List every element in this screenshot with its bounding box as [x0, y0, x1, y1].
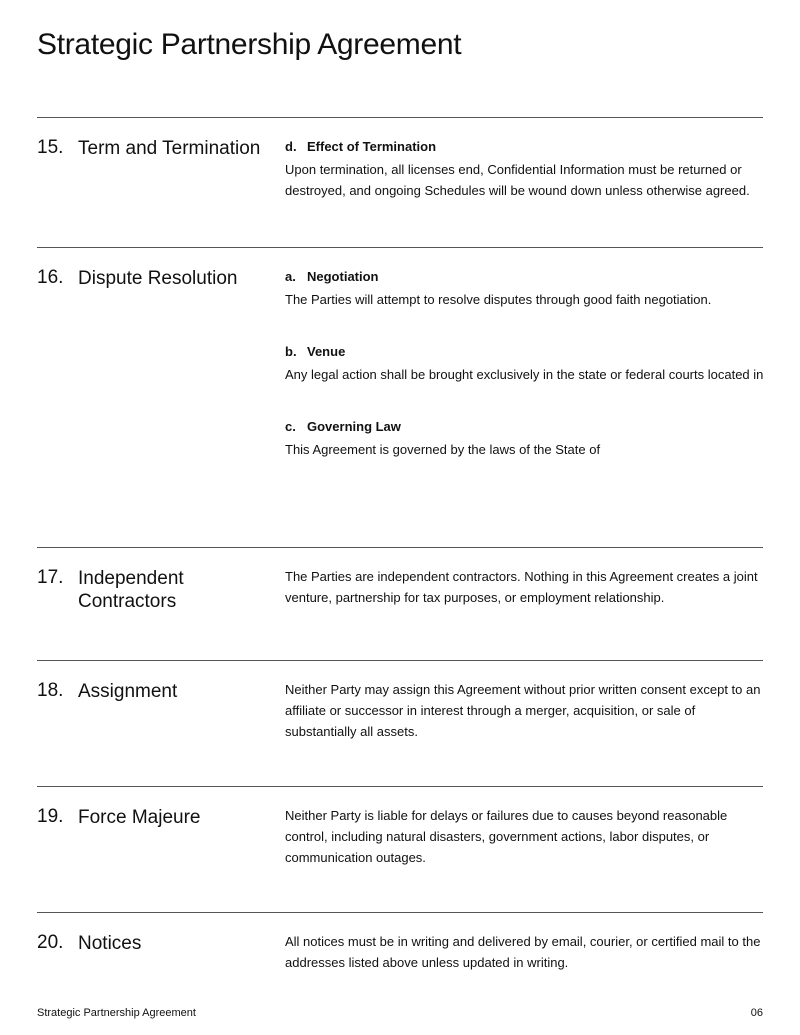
- page-title: Strategic Partnership Agreement: [37, 28, 462, 61]
- section-content: Neither Party is liable for delays or failures due to causes beyond reasonable control, including natural disasters, government actions, labor disputes, or communication outages.: [285, 808, 728, 865]
- page-number: 06: [750, 1007, 763, 1019]
- subsection-heading: d. Effect of Termination: [285, 139, 437, 154]
- section-15: [37, 117, 763, 198]
- section-16: [37, 247, 764, 457]
- page-footer: [37, 1007, 763, 1019]
- section-number: 15.: [37, 137, 64, 158]
- subsection-text: Any legal action shall be brought exclusively in the state or federal courts located in: [285, 367, 764, 382]
- section-content: All notices must be in writing and delivered by email, courier, or certified mail to the addresses listed above unless updated in writing.: [285, 934, 761, 970]
- section-content: [285, 136, 765, 232]
- section-content: The Parties are independent contractors. Nothing in this Agreement creates a joint venture, partnership for tax purposes, or employment relationship.: [285, 569, 758, 605]
- section-title: Independent Contractors: [78, 568, 184, 612]
- subsection-heading: b. Venue: [285, 344, 346, 359]
- subsection-heading: c. Governing Law: [285, 419, 401, 434]
- footer-title: Strategic Partnership Agreement: [37, 1007, 196, 1019]
- section-title: Dispute Resolution: [78, 268, 238, 289]
- section-number: 18.: [37, 680, 64, 701]
- section-17: [37, 547, 763, 612]
- section-title: Force Majeure: [78, 807, 201, 828]
- section-content: Neither Party may assign this Agreement without prior written consent except to an affiliate or successor in interest through a merger, acquisition, or sale of substantially all assets.: [285, 682, 761, 739]
- section-number: 16.: [37, 267, 64, 288]
- subsection-heading: a. Negotiation: [285, 269, 379, 284]
- section-18: [37, 660, 763, 739]
- section-title: Term and Termination: [78, 138, 261, 159]
- section-content: [285, 266, 765, 491]
- section-title: Notices: [78, 933, 142, 954]
- section-number: 20.: [37, 932, 64, 953]
- section-number: 17.: [37, 567, 64, 588]
- subsection-text: This Agreement is governed by the laws of the State of: [285, 442, 601, 457]
- section-19: [37, 786, 763, 865]
- subsection-text: Upon termination, all licenses end, Confidential Information must be returned or destroyed, and ongoing Schedules will be wound down unless otherwise agreed.: [285, 162, 750, 198]
- section-number: 19.: [37, 806, 64, 827]
- subsection-text: The Parties will attempt to resolve disputes through good faith negotiation.: [285, 292, 712, 307]
- section-title: Assignment: [78, 681, 178, 702]
- section-20: [37, 912, 763, 970]
